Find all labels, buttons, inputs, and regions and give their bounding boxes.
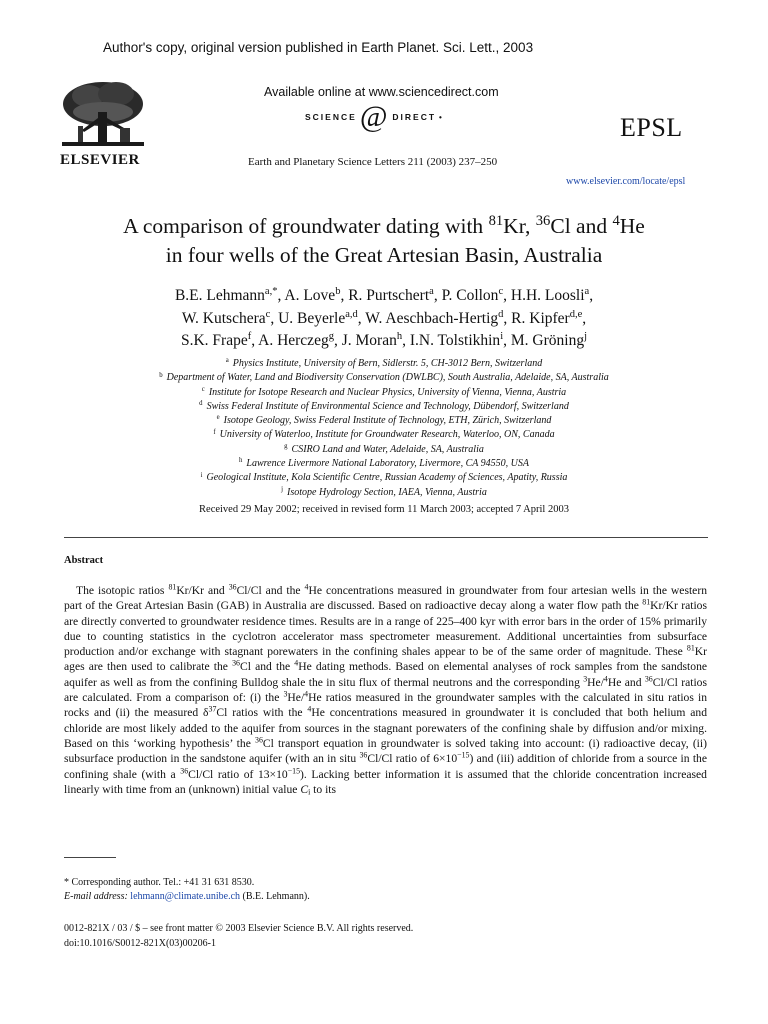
email-link[interactable]: lehmann@climate.unibe.ch <box>130 891 241 902</box>
sciencedirect-logo: SCIENCE @ DIRECT • <box>305 100 444 133</box>
author: P. Collon$^c$, <box>441 286 511 304</box>
affiliation: $^i$ Geological Institute, Kola Scientific Centre, Russian Academy of Sciences, Apatity, Russia <box>200 471 568 484</box>
author: M. Gröning$^j$ <box>510 331 588 349</box>
author: S.K. Frape$^f$, <box>180 331 259 349</box>
journal-url-link[interactable]: www.elsevier.com/locate/epsl <box>566 176 686 187</box>
journal-citation: Earth and Planetary Science Letters 211 (2003) 237–250 <box>248 156 498 168</box>
issn-line: 0012-821X / 03 / $ – see front matter © 2003 Elsevier Science B.V. All rights reserved. <box>64 923 414 934</box>
sciencedirect-right-text: DIRECT <box>392 112 437 122</box>
affiliation: $^d$ Swiss Federal Institute of Environmental Science and Technology, Dübendorf, Switzerland <box>199 400 569 412</box>
copyright-block <box>64 922 413 951</box>
author: A. Herczeg$^g$, <box>258 331 342 349</box>
affiliation: $^e$ Isotope Geology, Swiss Federal Institute of Technology, ETH, Zürich, Switzerland <box>216 414 552 427</box>
author: I.N. Tolstikhin$^i$, <box>409 331 511 349</box>
author-list <box>20 285 748 353</box>
affiliation: $^h$ Lawrence Livermore National Laboratory, Livermore, CA 94550, USA <box>239 457 529 470</box>
sciencedirect-left-text: SCIENCE <box>305 112 357 122</box>
abstract-body: The isotopic ratios $^{81}$Kr/Kr and $^{36}$Cl/Cl and the $^4$He concentrations measured in groundwater from four artesian wells in the western part of the Great Artesian Basin (GAB) in Australia are discussed. Based on radioactive decay along a water flow path the $^{81}$Kr/Kr ratios are directly converted to groundwater residence times. Results are in a range of 225–400 kyr with error bars in the order of 15% primarily due to counting statistics in the cyclotron accelerator mass spectrometer measurement. Additional uncertainties from subsurface production and/or exchange with stagnant porewaters in the confining shales appear to be of the same order of magnitude. These $^{81}$Kr ages are then used to calibrate the $^{36}$Cl and the $^4$He dating methods. Based on elemental analyses of rock samples from the sandstone aquifer as well as from the confining Bulldog shale the in situ flux of thermal neutrons and the corresponding $^3$He/$^4$He and $^{36}$Cl/Cl ratios are calculated. From a comparison of: (i) the $^3$He/$^4$He ratios measured in the groundwater samples with the calculated in situ ratios in rocks and (ii) the measured $\delta^{37}Cl$ ratios with the $^4$He concentrations measured in groundwater it is concluded that both helium and chloride are most likely added to the aquifer from sources in the stagnant porewaters of the confining shale by diffusion and/or mixing. Based on this ‘working hypothesis’ the $^{36}$Cl transport equation in groundwater is solved taking into account: (i) radioactive decay, (ii) subsurface production in the sandstone aquifer (with an in situ $^{36}$Cl/Cl ratio of $6\times 10^{-15}$) and (iii) addition of chloride from a source in the confining shale (with a $^{36}$Cl/Cl ratio of $13\times 10^{-15}$). Lacking better information it is assumed that the chloride concentration increased linearly with time from an (unknown) initial value $C_i$ to its <box>64 582 708 797</box>
title-text: Cl and <box>550 214 613 238</box>
doi-line: doi:10.1016/S0012-821X(03)00206-1 <box>64 937 216 949</box>
affiliation-list <box>20 357 748 500</box>
author: H.H. Loosli$^a$, <box>510 286 594 304</box>
author: B.E. Lehmann$^{a,*}$, <box>174 286 285 304</box>
journal-abbreviation: EPSL <box>620 113 683 142</box>
sciencedirect-at-icon: @ <box>359 100 390 133</box>
affiliation: $^g$ CSIRO Land and Water, Adelaide, SA, Australia <box>284 443 484 455</box>
email-line: E-mail address: lehmann@climate.unibe.ch (B.E. Lehmann). <box>64 891 310 902</box>
superscript: 36 <box>535 212 551 229</box>
abstract-heading: Abstract <box>64 555 104 566</box>
divider <box>64 537 708 538</box>
author: J. Moran$^h$, <box>341 331 410 349</box>
author: R. Purtschert$^a$, <box>348 286 442 304</box>
superscript: 81 <box>488 212 504 229</box>
title-text: in four wells of the Great Artesian Basin, Australia <box>165 243 603 267</box>
title-text: A comparison of groundwater dating with <box>123 214 489 238</box>
affiliation: $^c$ Institute for Isotope Research and Nuclear Physics, University of Vienna, Vienna, Austria <box>201 385 567 398</box>
title-text: He <box>619 214 645 238</box>
author: R. Kipfer$^{d,e}$, <box>511 308 587 327</box>
title-text: Kr, <box>503 214 536 238</box>
affiliation: $^f$ University of Waterloo, Institute for Groundwater Research, Waterloo, ON, Canada <box>213 428 555 441</box>
elsevier-tree-logo-icon <box>58 78 148 148</box>
author: A. Love$^b$, <box>284 286 349 304</box>
received-dates: Received 29 May 2002; received in revised form 11 March 2003; accepted 7 April 2003 <box>199 504 569 515</box>
elsevier-wordmark: ELSEVIER <box>60 152 140 168</box>
author: W. Kutschera$^c$, <box>181 308 279 327</box>
footnote-divider <box>64 857 116 858</box>
authors-copy-note: Author's copy, original version published in Earth Planet. Sci. Lett., 2003 <box>103 40 534 55</box>
affiliation: $^b$ Department of Water, Land and Biodiversity Conservation (DWLBC), South Australia, Adelaide, SA, Australia <box>159 371 609 384</box>
author: W. Aeschbach-Hertig$^d$, <box>365 308 512 327</box>
corresponding-author-footnote <box>64 876 310 904</box>
affiliation: $^j$ Isotope Hydrology Section, IAEA, Vienna, Austria <box>281 485 487 498</box>
author: U. Beyerle$^{a,d}$, <box>278 308 366 327</box>
article-title <box>20 212 748 270</box>
superscript: 4 <box>612 212 620 229</box>
available-online-text: Available online at www.sciencedirect.com <box>264 85 499 99</box>
corresponding-author-line: * Corresponding author. Tel.: +41 31 631 8530. <box>64 877 255 888</box>
affiliation: $^a$ Physics Institute, University of Bern, Sidlerstr. 5, CH-3012 Bern, Switzerland <box>225 357 543 369</box>
